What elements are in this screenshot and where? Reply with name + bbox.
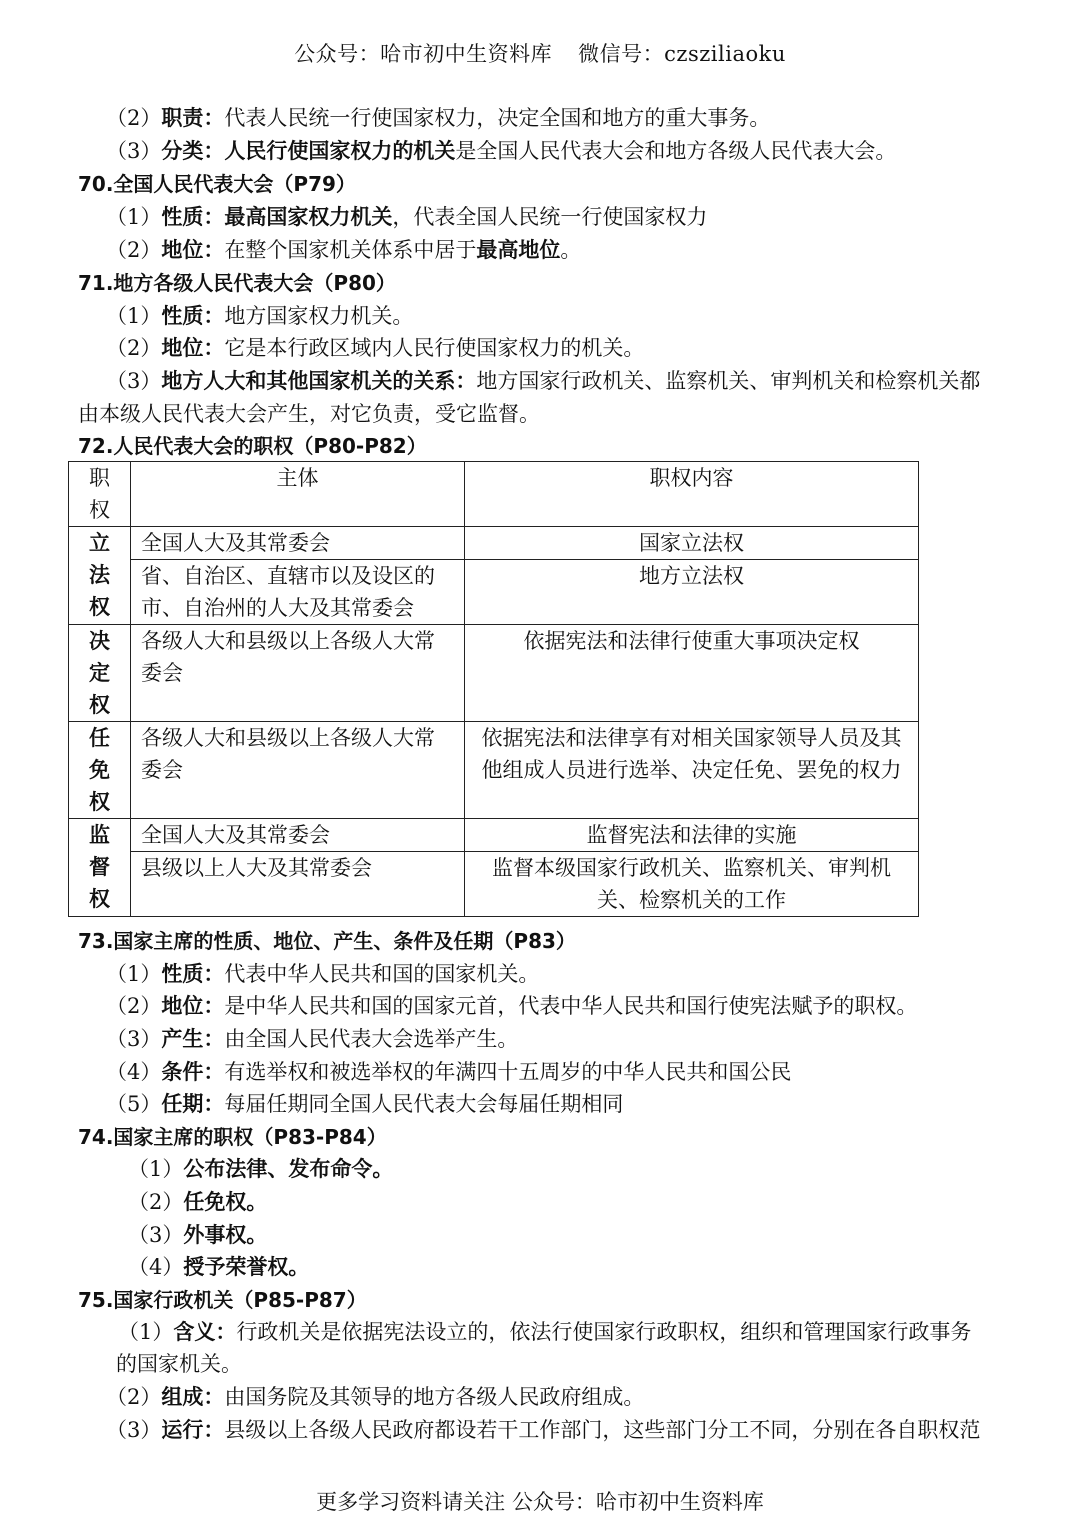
- text-line-continued: 的国家机关。: [116, 1352, 242, 1376]
- section-heading-73: 73.国家主席的性质、地位、产生、条件及任期（P83）: [78, 929, 576, 953]
- text-line: （3）地方人大和其他国家机关的关系：地方国家行政机关、监察机关、审判机关和检察机关都: [106, 368, 981, 393]
- table-row: [69, 560, 919, 625]
- section-heading-72: 72.人民代表大会的职权（P80-P82）: [78, 434, 427, 458]
- subject-cell: 各级人大和县级以上各级人大常委会: [131, 722, 465, 819]
- subject-cell: 省、自治区、直辖市以及设区的市、自治州的人大及其常委会: [131, 560, 465, 625]
- text-line: （3）运行：县级以上各级人民政府都设若干工作部门，这些部门分工不同，分别在各自职权范: [106, 1417, 981, 1442]
- power-name-cell: 任 免 权: [69, 722, 131, 819]
- content-cell: 依据宪法和法律享有对相关国家领导人员及其他组成人员进行选举、决定任免、罢免的权力: [465, 722, 919, 819]
- power-name-cell: 立 法 权: [69, 527, 131, 625]
- text-line: （4）授予荣誉权。: [128, 1254, 310, 1279]
- header-account: 公众号：哈市初中生资料库: [294, 42, 553, 66]
- table-row: [69, 527, 919, 560]
- table-row: [69, 819, 919, 852]
- text-line: （1）性质：最高国家权力机关，代表全国人民统一行使国家权力: [106, 204, 708, 229]
- table-header-cell: 职权内容: [465, 462, 919, 527]
- section-heading-75: 75.国家行政机关（P85-P87）: [78, 1288, 367, 1312]
- text-line-continued: 由本级人民代表大会产生，对它负责，受它监督。: [78, 402, 540, 426]
- text-line: （1）含义：行政机关是依据宪法设立的，依法行使国家行政职权，组织和管理国家行政事务: [118, 1319, 972, 1344]
- power-name-cell: 决 定 权: [69, 625, 131, 722]
- page-footer: 更多学习资料请关注 公众号：哈市初中生资料库: [316, 1490, 764, 1514]
- section-heading-74: 74.国家主席的职权（P83-P84）: [78, 1125, 387, 1149]
- text-line: （1）公布法律、发布命令。: [128, 1156, 394, 1181]
- text-line: （3）外事权。: [128, 1222, 268, 1247]
- content-cell: 国家立法权: [465, 527, 919, 560]
- content-cell: 监督宪法和法律的实施: [465, 819, 919, 852]
- table-row: [69, 852, 919, 917]
- content-cell: 监督本级国家行政机关、监察机关、审判机关、检察机关的工作: [465, 852, 919, 917]
- text-line: （2）地位：是中华人民共和国的国家元首，代表中华人民共和国行使宪法赋予的职权。: [106, 993, 918, 1018]
- text-line: （4）条件：有选举权和被选举权的年满四十五周岁的中华人民共和国公民: [106, 1059, 792, 1084]
- content-cell: 地方立法权: [465, 560, 919, 625]
- content-cell: 依据宪法和法律行使重大事项决定权: [465, 625, 919, 722]
- page-header: [0, 38, 1080, 68]
- subject-cell: 全国人大及其常委会: [131, 819, 465, 852]
- powers-table: [68, 461, 919, 917]
- text-line: （1）性质：地方国家权力机关。: [106, 303, 414, 328]
- text-line: （2）地位：在整个国家机关体系中居于最高地位。: [106, 237, 582, 262]
- text-line: （5）任期：每届任期同全国人民代表大会每届任期相同: [106, 1091, 624, 1116]
- table-row: [69, 625, 919, 722]
- table-header-cell: [69, 462, 131, 527]
- vertical-text: 职 权: [89, 466, 110, 522]
- text-line: （3）分类：人民行使国家权力的机关是全国人民代表大会和地方各级人民代表大会。: [106, 138, 897, 163]
- subject-cell: 全国人大及其常委会: [131, 527, 465, 560]
- text-line: （3）产生：由全国人民代表大会选举产生。: [106, 1026, 519, 1051]
- section-heading-71: 71.地方各级人民代表大会（P80）: [78, 271, 396, 295]
- text-line: （2）任免权。: [128, 1189, 268, 1214]
- text-line: （1）性质：代表中华人民共和国的国家机关。: [106, 961, 540, 986]
- text-line: （2）职责：代表人民统一行使国家权力，决定全国和地方的重大事务。: [106, 105, 771, 130]
- subject-cell: 各级人大和县级以上各级人大常委会: [131, 625, 465, 722]
- table-header-cell: 主体: [131, 462, 465, 527]
- table-header-row: [69, 462, 919, 527]
- text-line: （2）组成：由国务院及其领导的地方各级人民政府组成。: [106, 1384, 645, 1409]
- table-row: [69, 722, 919, 819]
- subject-cell: 县级以上人大及其常委会: [131, 852, 465, 917]
- text-line: （2）地位：它是本行政区域内人民行使国家权力的机关。: [106, 335, 645, 360]
- section-heading-70: 70.全国人民代表大会（P79）: [78, 172, 356, 196]
- power-name-cell: 监 督 权: [69, 819, 131, 917]
- header-wechat: 微信号：czsziliaoku: [578, 42, 786, 66]
